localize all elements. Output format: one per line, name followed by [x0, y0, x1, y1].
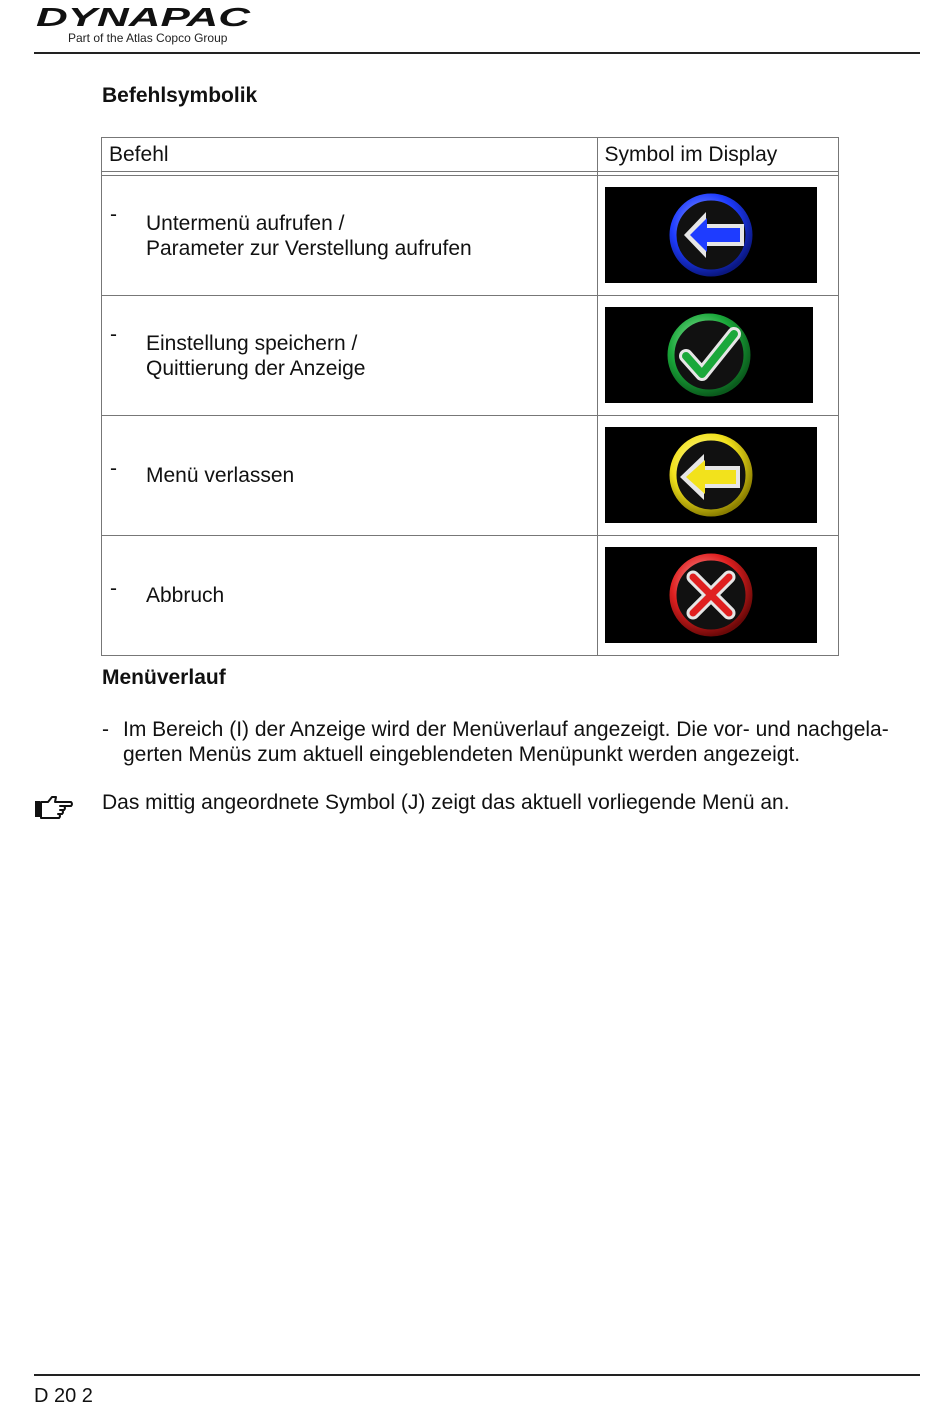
list-dash: -: [110, 323, 117, 346]
command-line-1: Abbruch: [146, 584, 225, 607]
command-line-2: Parameter zur Verstellung aufrufen: [146, 236, 472, 260]
command-cell: [102, 176, 598, 296]
table-header-row: [102, 138, 839, 172]
note-text: Das mittig angeordnete Symbol (J) zeigt das aktuell vorliegende Menü an.: [102, 791, 790, 814]
column-header-symbol: Symbol im Display: [597, 138, 838, 172]
dynapac-logo: [34, 4, 254, 34]
red-x-icon: [666, 550, 756, 640]
blue-arrow-left-icon: [666, 190, 756, 280]
display-symbol: [605, 307, 813, 403]
list-dash: -: [102, 718, 109, 741]
section-title-menueverlauf: Menüverlauf: [102, 666, 226, 689]
tagline: Part of the Atlas Copco Group: [68, 31, 228, 45]
table-row: [102, 536, 839, 656]
command-cell: [102, 296, 598, 416]
command-line-1: Menü verlassen: [146, 464, 295, 487]
command-symbol-table: [101, 137, 839, 656]
command-cell: [102, 536, 598, 656]
green-check-icon: [664, 310, 754, 400]
yellow-arrow-left-icon: [666, 430, 756, 520]
display-symbol: [605, 427, 817, 523]
symbol-cell: [597, 296, 838, 416]
header-divider: [34, 52, 920, 54]
command-line-2: Quittierung der Anzeige: [146, 356, 366, 380]
display-symbol: [605, 187, 817, 283]
table-row: [102, 416, 839, 536]
display-symbol: [605, 547, 817, 643]
symbol-cell: [597, 176, 838, 296]
symbol-cell: [597, 536, 838, 656]
footer-divider: [34, 1374, 920, 1376]
pointing-hand-icon: [34, 793, 74, 821]
list-dash: -: [110, 457, 117, 480]
table-row: [102, 296, 839, 416]
command-cell: [102, 416, 598, 536]
bullet-text: [123, 717, 923, 767]
bullet-line-2: gerten Menüs zum aktuell eingeblendeten Menüpunkt werden angezeigt.: [123, 743, 801, 766]
section-title-befehlsymbolik: Befehlsymbolik: [102, 84, 258, 107]
svg-text:DYNAPAC: DYNAPAC: [36, 4, 253, 32]
page-number: D 20 2: [34, 1385, 93, 1407]
table-row: [102, 176, 839, 296]
command-line-1: Untermenü aufrufen /: [146, 211, 345, 235]
column-header-befehl: Befehl: [102, 138, 598, 172]
list-dash: -: [110, 577, 117, 600]
page-header: [34, 4, 920, 54]
command-line-1: Einstellung speichern /: [146, 331, 358, 355]
list-dash: -: [110, 203, 117, 226]
symbol-cell: [597, 416, 838, 536]
bullet-line-1: Im Bereich (I) der Anzeige wird der Menüverlauf angezeigt. Die vor- und nachgela-: [123, 718, 889, 741]
